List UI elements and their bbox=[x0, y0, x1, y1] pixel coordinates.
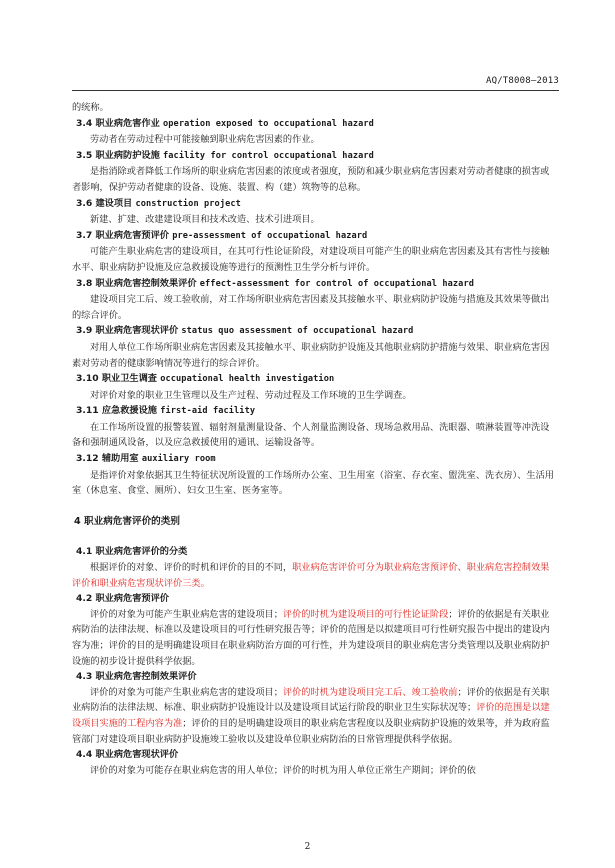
term-title-en: operation exposed to occupational hazard bbox=[163, 118, 374, 129]
section-4-3-text bbox=[72, 685, 558, 747]
term-heading bbox=[72, 196, 558, 213]
highlight-run: 评价的范围是以建设项目实施的工程内容为准 bbox=[72, 702, 550, 729]
term-number: 3.11 bbox=[76, 405, 99, 417]
term-heading bbox=[72, 228, 558, 245]
term-number: 3.9 bbox=[76, 325, 93, 337]
term-number: 3.7 bbox=[76, 229, 93, 241]
term-title-zh: 应急救援设施 bbox=[101, 405, 157, 417]
standard-code: AQ/T8008—2013 bbox=[485, 76, 559, 86]
highlight-run: 职业病危害评价可分为职业病危害预评价、职业病危害控制效果评价和职业病危害现状评价三类。 bbox=[72, 562, 550, 589]
term-title-zh: 建设项目 bbox=[95, 197, 133, 209]
term-title-zh: 职业病危害预评价 bbox=[95, 229, 169, 241]
term-title-zh: 辅助用室 bbox=[101, 453, 139, 465]
section-4-2-text bbox=[72, 607, 558, 669]
term-title-zh: 职业病危害作业 bbox=[95, 117, 160, 129]
term-number: 3.4 bbox=[76, 117, 93, 129]
term-title-zh: 职业病防护设施 bbox=[95, 149, 160, 161]
text-run: 评价的对象为可能产生职业病危害的建设项目； bbox=[90, 686, 283, 698]
section-4-1-title: 4.1 职业病危害评价的分类 bbox=[76, 546, 188, 558]
term-number: 3.12 bbox=[76, 453, 99, 465]
term-definition: 在工作场所设置的报警装置、辐射剂量测量设备、个人剂量监测设备、现场急救用品、洗眼器、喷淋装置等冲洗设备和强制通风设备，以及应急救援使用的通讯、运输设备等。 bbox=[72, 421, 550, 449]
header-rule bbox=[72, 90, 559, 91]
term-definition: 劳动者在劳动过程中可能接触到职业病危害因素的作业。 bbox=[90, 134, 320, 146]
term-number: 3.5 bbox=[76, 149, 93, 161]
term-number: 3.8 bbox=[76, 277, 93, 289]
term-heading bbox=[72, 451, 558, 468]
term-definition: 新建、扩建、改建建设项目和技术改造、技术引进项目。 bbox=[90, 214, 320, 226]
term-number: 3.6 bbox=[76, 197, 93, 209]
term-heading bbox=[72, 148, 558, 165]
text-run: 根据评价的对象、评价的时机和评价的目的不同， bbox=[90, 562, 293, 574]
highlight-run: 评价的时机为建设项目的可行性论证阶段 bbox=[282, 608, 449, 620]
term-definition: 可能产生职业病危害的建设项目，在其可行性论证阶段，对建设项目可能产生的职业病危害因素及其有害性与接触水平、职业病防护设施及应急救援设施等进行的预测性卫生学分析与评价。 bbox=[72, 246, 550, 273]
continuation-text: 的统称。 bbox=[72, 102, 109, 113]
terms-list bbox=[72, 116, 558, 499]
term-title-en: construction project bbox=[135, 198, 241, 209]
term-title-en: occupational health investigation bbox=[160, 374, 335, 385]
chapter-4-title: 4 职业病危害评价的类别 bbox=[74, 515, 180, 527]
section-4-4-title: 4.4 职业病危害现状评价 bbox=[76, 749, 179, 761]
term-title-en: status quo assessment of occupational hazard bbox=[181, 326, 414, 337]
term-title-en: pre-assessment of occupational hazard bbox=[172, 230, 368, 241]
text-run: ；评价的依据是有关职业病防治的法律法规、标准以及建设项目的可行性研究报告等；评价的范围是以拟建项目可行性研究报告中提出的建设内容为准；评价的目的是明确建设项目在职业病防治方面的可行性，并为建设项目的职业病危害分类管理以及职业病防护设施的初步设计提供科学依据。 bbox=[72, 608, 550, 667]
term-heading bbox=[72, 403, 558, 420]
term-title-en: effect-assessment for control of occupational hazard bbox=[199, 278, 474, 289]
term-definition: 对评价对象的职业卫生管理以及生产过程、劳动过程及工作环境的卫生学调查。 bbox=[90, 389, 412, 401]
term-definition: 是指评价对象依据其卫生特征状况所设置的工作场所办公室、卫生用室（浴室、存衣室、盥洗室、洗衣房）、生活用室（休息室、食堂、厕所）、妇女卫生室、医务室等。 bbox=[72, 469, 554, 497]
text-run: 评价的对象为可能产生职业病危害的建设项目； bbox=[90, 608, 283, 620]
page-number: 2 bbox=[304, 842, 311, 852]
term-number: 3.10 bbox=[76, 373, 99, 385]
term-definition: 对用人单位工作场所职业病危害因素及其接触水平、职业病防护设施及其他职业病防护措施与效果、职业病危害因素对劳动者的健康影响情况等进行的综合评价。 bbox=[72, 341, 550, 369]
highlight-run: 评价的时机为建设项目完工后、竣工验收前 bbox=[282, 686, 458, 698]
term-heading bbox=[72, 323, 558, 340]
term-definition: 建设项目完工后、竣工验收前，对工作场所职业病危害因素及其接触水平、职业病防护设施与措施及其效果等做出的综合评价。 bbox=[72, 294, 550, 321]
term-heading bbox=[72, 116, 558, 133]
section-4-2-title: 4.2 职业病危害预评价 bbox=[76, 593, 169, 605]
term-title-en: auxiliary room bbox=[141, 454, 216, 465]
section-4-3-title: 4.3 职业病危害控制效果评价 bbox=[76, 671, 197, 683]
text-run: ；评价的依据是有关职业病防治的法律法规、标准、职业病防护设施设计以及建设项目试运行阶段的职业卫生实际状况等； bbox=[72, 686, 550, 714]
term-definition: 是指消除或者降低工作场所的职业病危害因素的浓度或者强度，预防和减少职业病危害因素对劳动者健康的损害或者影响，保护劳动者健康的设备、设施、装置、构（建）筑物等的总称。 bbox=[72, 166, 550, 193]
term-heading bbox=[72, 276, 558, 293]
term-heading bbox=[72, 371, 558, 388]
term-title-zh: 职业病危害控制效果评价 bbox=[95, 277, 197, 289]
term-title-en: facility for control occupational hazard bbox=[163, 150, 374, 161]
document-body bbox=[72, 100, 558, 778]
term-title-zh: 职业病危害现状评价 bbox=[95, 325, 179, 337]
text-run: ；评价的目的是明确建设项目的职业病危害程度以及职业病防护设施的效果等，并为政府监管部门对建设项目职业病防护设施竣工验收以及建设单位职业病防治的日常管理提供科学依据。 bbox=[72, 717, 550, 745]
term-title-zh: 职业卫生调查 bbox=[101, 373, 157, 385]
section-4-1-text bbox=[72, 560, 558, 591]
section-4-4-text: 评价的对象为可能存在职业病危害的用人单位；评价的时机为用人单位正常生产期间；评价的依 bbox=[90, 764, 476, 776]
term-title-en: first-aid facility bbox=[160, 406, 256, 417]
